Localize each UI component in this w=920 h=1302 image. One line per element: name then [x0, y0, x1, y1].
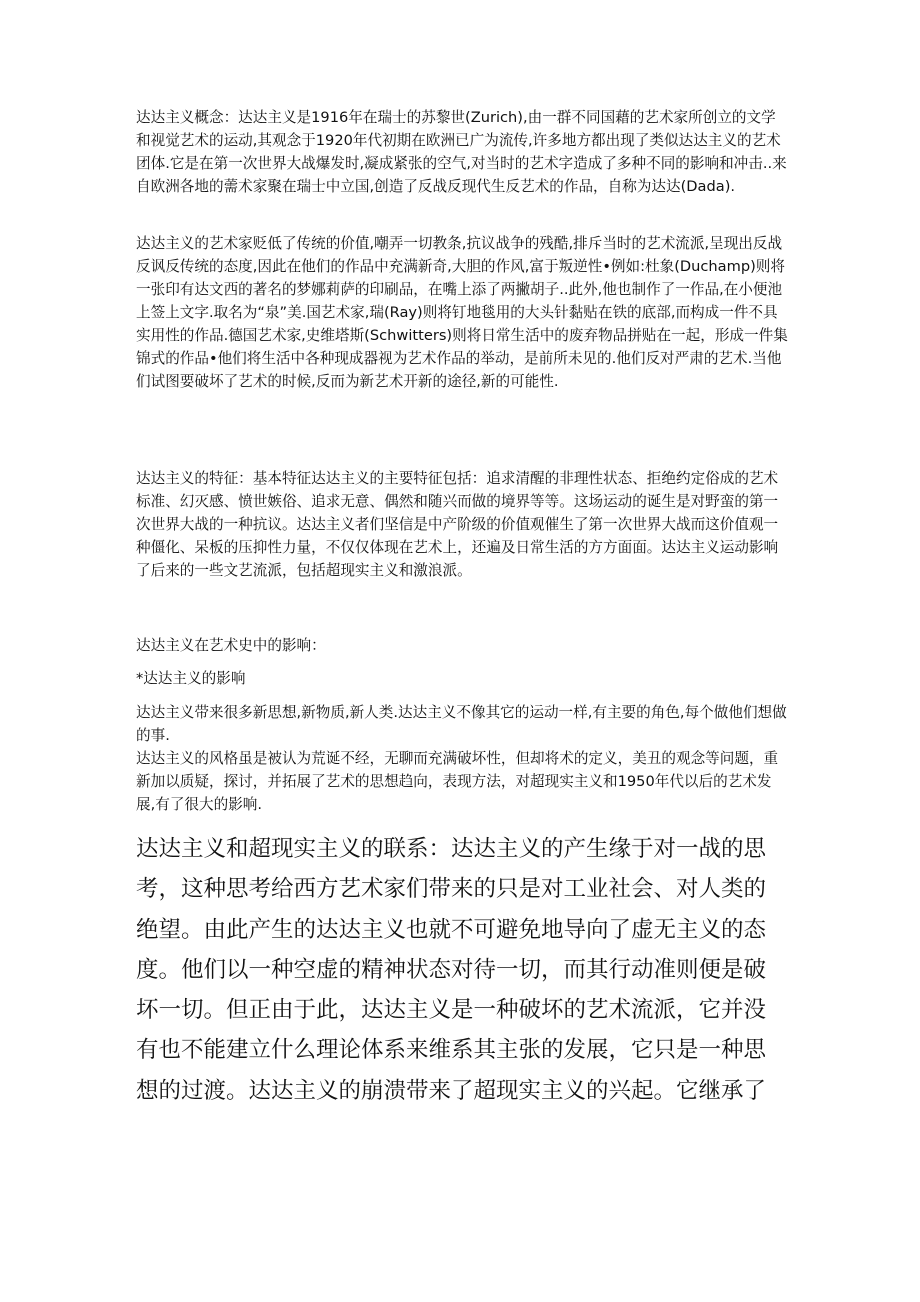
paragraph-new-ideas: 达达主义带来很多新思想,新物质,新人类.达达主义不像其它的运动一样,有主要的角色,每个做他们想做的事.	[136, 704, 787, 744]
paragraph-dada-artists: 达达主义的艺术家贬低了传统的价值,嘲弄一切教条,抗议战争的残酷,排斥当时的艺术流派,呈现出反战反讽反传统的态度,因此在他们的作品中充满新奇,大胆的作风,富于叛逆性•例如:杜象(Duchamp)则将一张印有达文西的著名的梦娜莉萨的印刷品，在嘴上添了两撇胡子..此外,他也制作了一作品,在小便池上签上文字.取名为“泉”美.国艺术家,瑞(Ray)则将钉地毯用的大头针黏贴在铁的底部,而构成一件不具实用性的作品.德国艺术家,史维塔斯(Schwitters)则将日常生活中的废弃物品拼贴在一起，形成一件集锦式的作品•他们将生活中各种现成器视为艺术作品的举动，是前所未见的.他们反对严肃的艺术.当他们试图要破坏了艺术的时候,反而为新艺术开新的途径,新的可能性.	[136, 235, 788, 390]
heading-dada-influence: 达达主义在艺术史中的影响：	[136, 637, 326, 654]
paragraph-dada-style: 达达主义的风格虽是被认为荒诞不经，无聊而充满破坏性，但却将术的定义，美丑的观念等问题，重新加以质疑，探讨，并拓展了艺术的思想趋向，表现方法，对超现实主义和1950年代以后的艺术发展,有了很大的影响.	[136, 750, 779, 813]
paragraph-dada-characteristics: 达达主义的特征：基本特征达达主义的主要特征包括：追求清醒的非理性状态、拒绝约定俗成的艺术标准、幻灭感、愤世嫉俗、追求无意、偶然和随兴而做的境界等等。这场运动的诞生是对野蛮的第一次世界大战的一种抗议。达达主义者们坚信是中产阶级的价值观催生了第一次世界大战而这价值观一种僵化、呆板的压抑性力量，不仅仅体现在艺术上，还遍及日常生活的方方面面。达达主义运动影响了后来的一些文艺流派，包括超现实主义和激浪派。	[136, 470, 779, 579]
paragraph-dada-concept: 达达主义概念：达达主义是1916年在瑞士的苏黎世(Zurich),由一群不同国藉的艺术家所创立的文学和视觉艺术的运动,其观念于1920年代初期在欧洲已广为流传,许多地方都出现了类似达达主义的艺术团体.它是在第一次世界大战爆发时,凝成紧张的空气,对当时的艺术字造成了多种不同的影响和冲击..来自欧洲各地的薷术家聚在瑞士中立国,创造了反战反现代生反艺术的作品，自称为达达(Dada).	[136, 109, 787, 195]
paragraph-dada-surrealism-relation: 达达主义和超现实主义的联系：达达主义的产生缘于对一战的思考，这种思考给西方艺术家们带来的只是对工业社会、对人类的绝望。由此产生的达达主义也就不可避免地导向了虚无主义的态度。他们以一种空虚的精神状态对待一切，而其行动准则便是破坏一切。但正由于此，达达主义是一种破坏的艺术流派，它并没有也不能建立什么理论体系来维系其主张的发展，它只是一种思想的过渡。达达主义的崩溃带来了超现实主义的兴起。它继承了	[136, 836, 767, 1104]
subheading-dada-impact: *达达主义的影响	[136, 670, 246, 687]
